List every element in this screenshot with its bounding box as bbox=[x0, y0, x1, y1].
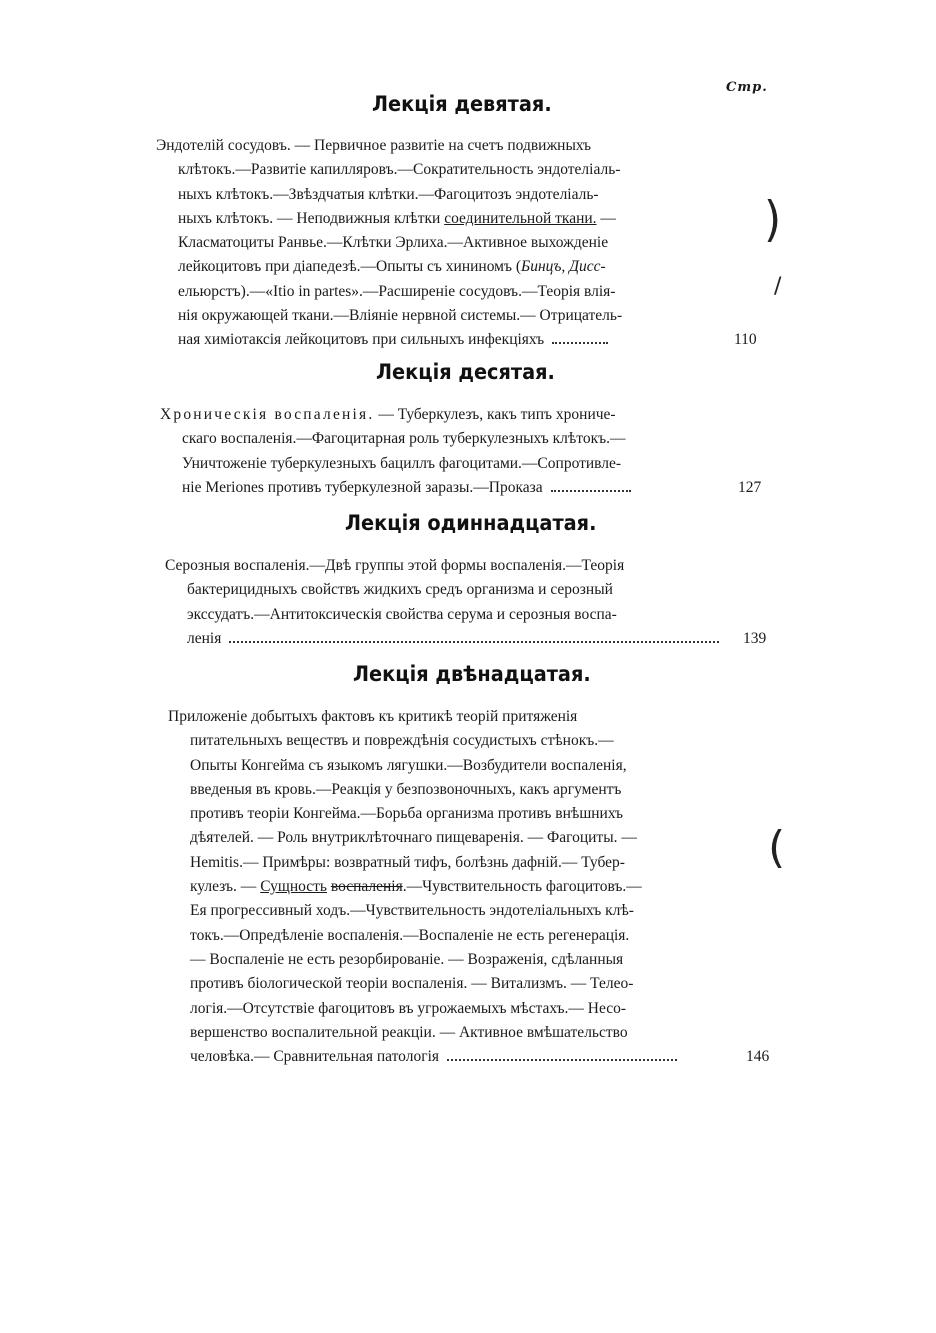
dot-leader bbox=[447, 1058, 677, 1061]
dot-leader bbox=[552, 341, 608, 344]
margin-bracket-mark: ( bbox=[768, 822, 786, 873]
italic-names: Бинцъ, Дисс- bbox=[521, 258, 606, 276]
lecture-9-heading: Лекція девятая. bbox=[372, 92, 552, 116]
text-line bbox=[160, 403, 639, 427]
lecture-9-contents bbox=[156, 134, 757, 353]
text-segment: ная химіотаксія лейкоцитовъ при сильныхъ инфекціяхъ bbox=[178, 331, 545, 349]
text-line: Эндотелій сосудовъ. — Первичное развитіе на счетъ подвижныхъ bbox=[156, 137, 592, 154]
underlined-word: Сущность bbox=[260, 878, 327, 896]
text-line: Hemitis.— Примѣры: возвратный тифъ, болѣзнь дафній.— Тубер- bbox=[190, 853, 625, 871]
text-segment: человѣка.— Сравнительная патологія bbox=[190, 1048, 439, 1066]
text-segment: ніе Meriones противъ туберкулезной заразы.—Проказа bbox=[182, 478, 543, 496]
text-line bbox=[182, 476, 762, 500]
text-line: логія.—Отсутствіе фагоцитовъ въ угрожаемыхъ мѣстахъ.— Несо- bbox=[190, 999, 627, 1017]
text-line: вершенство воспалительной реакціи. — Активное вмѣшательство bbox=[190, 1023, 628, 1041]
text-line: токъ.—Опредѣленіе воспаленія.—Воспаленіе не есть регенерація. bbox=[190, 926, 630, 944]
text-line bbox=[187, 627, 767, 651]
text-line: — Воспаленіе не есть резорбированіе. — Возраженія, сдѣланныя bbox=[190, 950, 624, 968]
text-line bbox=[178, 207, 622, 231]
text-segment: кулезъ. — bbox=[190, 878, 261, 896]
text-line: Опыты Конгейма съ языкомъ лягушки.—Возбудители воспаленія, bbox=[190, 756, 627, 774]
dot-leader bbox=[229, 640, 719, 643]
lecture-10-contents bbox=[160, 403, 762, 500]
text-line: противъ біологической теоріи воспаленія. — Витализмъ. — Телео- bbox=[190, 975, 634, 993]
page-column-label: Стр. bbox=[726, 80, 768, 95]
text-segment: ленія bbox=[187, 629, 222, 647]
text-segment: .—Чувствительность фагоцитовъ.— bbox=[402, 878, 642, 896]
lecture-12-contents bbox=[168, 705, 770, 1069]
spaced-title: Хроническія воспаленія. bbox=[160, 406, 375, 423]
text-line: ельюрстъ).—«Itio in partes».—Расширеніе сосудовъ.—Теорія влія- bbox=[178, 282, 616, 300]
lecture-12-heading: Лекція двѣнадцатая. bbox=[353, 662, 591, 686]
margin-tick-mark: / bbox=[774, 274, 782, 299]
lecture-11-heading: Лекція одиннадцатая. bbox=[345, 511, 597, 535]
struck-word: воспаленія bbox=[330, 878, 403, 896]
text-segment: — bbox=[596, 209, 616, 227]
underlined-phrase: соединительной ткани. bbox=[444, 209, 597, 227]
text-line bbox=[190, 875, 685, 899]
text-line: бактерицидныхъ свойствъ жидкихъ средъ организма и серозный bbox=[187, 581, 613, 599]
text-segment: ныхъ клѣтокъ. — Неподвижныя клѣтки bbox=[178, 209, 445, 227]
text-line: Приложеніе добытыхъ фактовъ къ критикѣ теорій притяженія bbox=[168, 708, 578, 725]
text-line: Ея прогрессивный ходъ.—Чувствительность эндотеліальныхъ клѣ- bbox=[190, 902, 634, 920]
text-segment: — Туберкулезъ, какъ типъ хрониче- bbox=[374, 406, 616, 423]
text-line: скаго воспаленія.—Фагоцитарная роль туберкулезныхъ клѣтокъ.— bbox=[182, 430, 626, 448]
margin-bracket-mark: ) bbox=[764, 191, 782, 248]
text-line: нія окружающей ткани.—Вліяніе нервной системы.— Отрицатель- bbox=[178, 307, 623, 325]
page-number: 139 bbox=[743, 629, 767, 647]
text-line: экссудатъ.—Антитоксическія свойства серума и серозныя воспа- bbox=[187, 605, 617, 623]
text-line bbox=[190, 1045, 770, 1069]
page-number: 110 bbox=[734, 331, 757, 349]
text-line: Уничтоженіе туберкулезныхъ бациллъ фагоцитами.—Сопротивле- bbox=[182, 454, 622, 472]
page-number: 127 bbox=[738, 478, 762, 496]
text-line: клѣтокъ.—Развитіе капилляровъ.—Сократительность эндотеліаль- bbox=[178, 161, 621, 179]
text-line: противъ теоріи Конгейма.—Борьба организма противъ внѣшнихъ bbox=[190, 805, 624, 823]
text-line bbox=[178, 328, 757, 352]
dot-leader bbox=[551, 489, 631, 492]
text-segment: лейкоцитовъ при діапедезѣ.—Опыты съ хининомъ ( bbox=[178, 258, 522, 276]
lecture-10-heading: Лекція десятая. bbox=[376, 360, 555, 384]
text-line: введеныя въ кровь.—Реакція у безпозвоночныхъ, какъ аргументъ bbox=[190, 780, 622, 798]
lecture-11-contents bbox=[165, 554, 767, 651]
text-line: Серозныя воспаленія.—Двѣ группы этой формы воспаленія.—Теорія bbox=[165, 557, 625, 574]
text-line bbox=[178, 255, 622, 279]
text-line: ныхъ клѣтокъ.—Звѣздчатыя клѣтки.—Фагоцитозъ эндотеліаль- bbox=[178, 185, 599, 203]
page-number: 146 bbox=[746, 1048, 770, 1066]
text-line: Класматоциты Ранвье.—Клѣтки Эрлиха.—Активное выхожденіе bbox=[178, 234, 609, 252]
text-line: питательныхъ веществъ и повреждѣнія сосудистыхъ стѣнокъ.— bbox=[190, 732, 614, 750]
text-line: дѣятелей. — Роль внутриклѣточнаго пищеваренія. — Фагоциты. — bbox=[190, 829, 637, 847]
